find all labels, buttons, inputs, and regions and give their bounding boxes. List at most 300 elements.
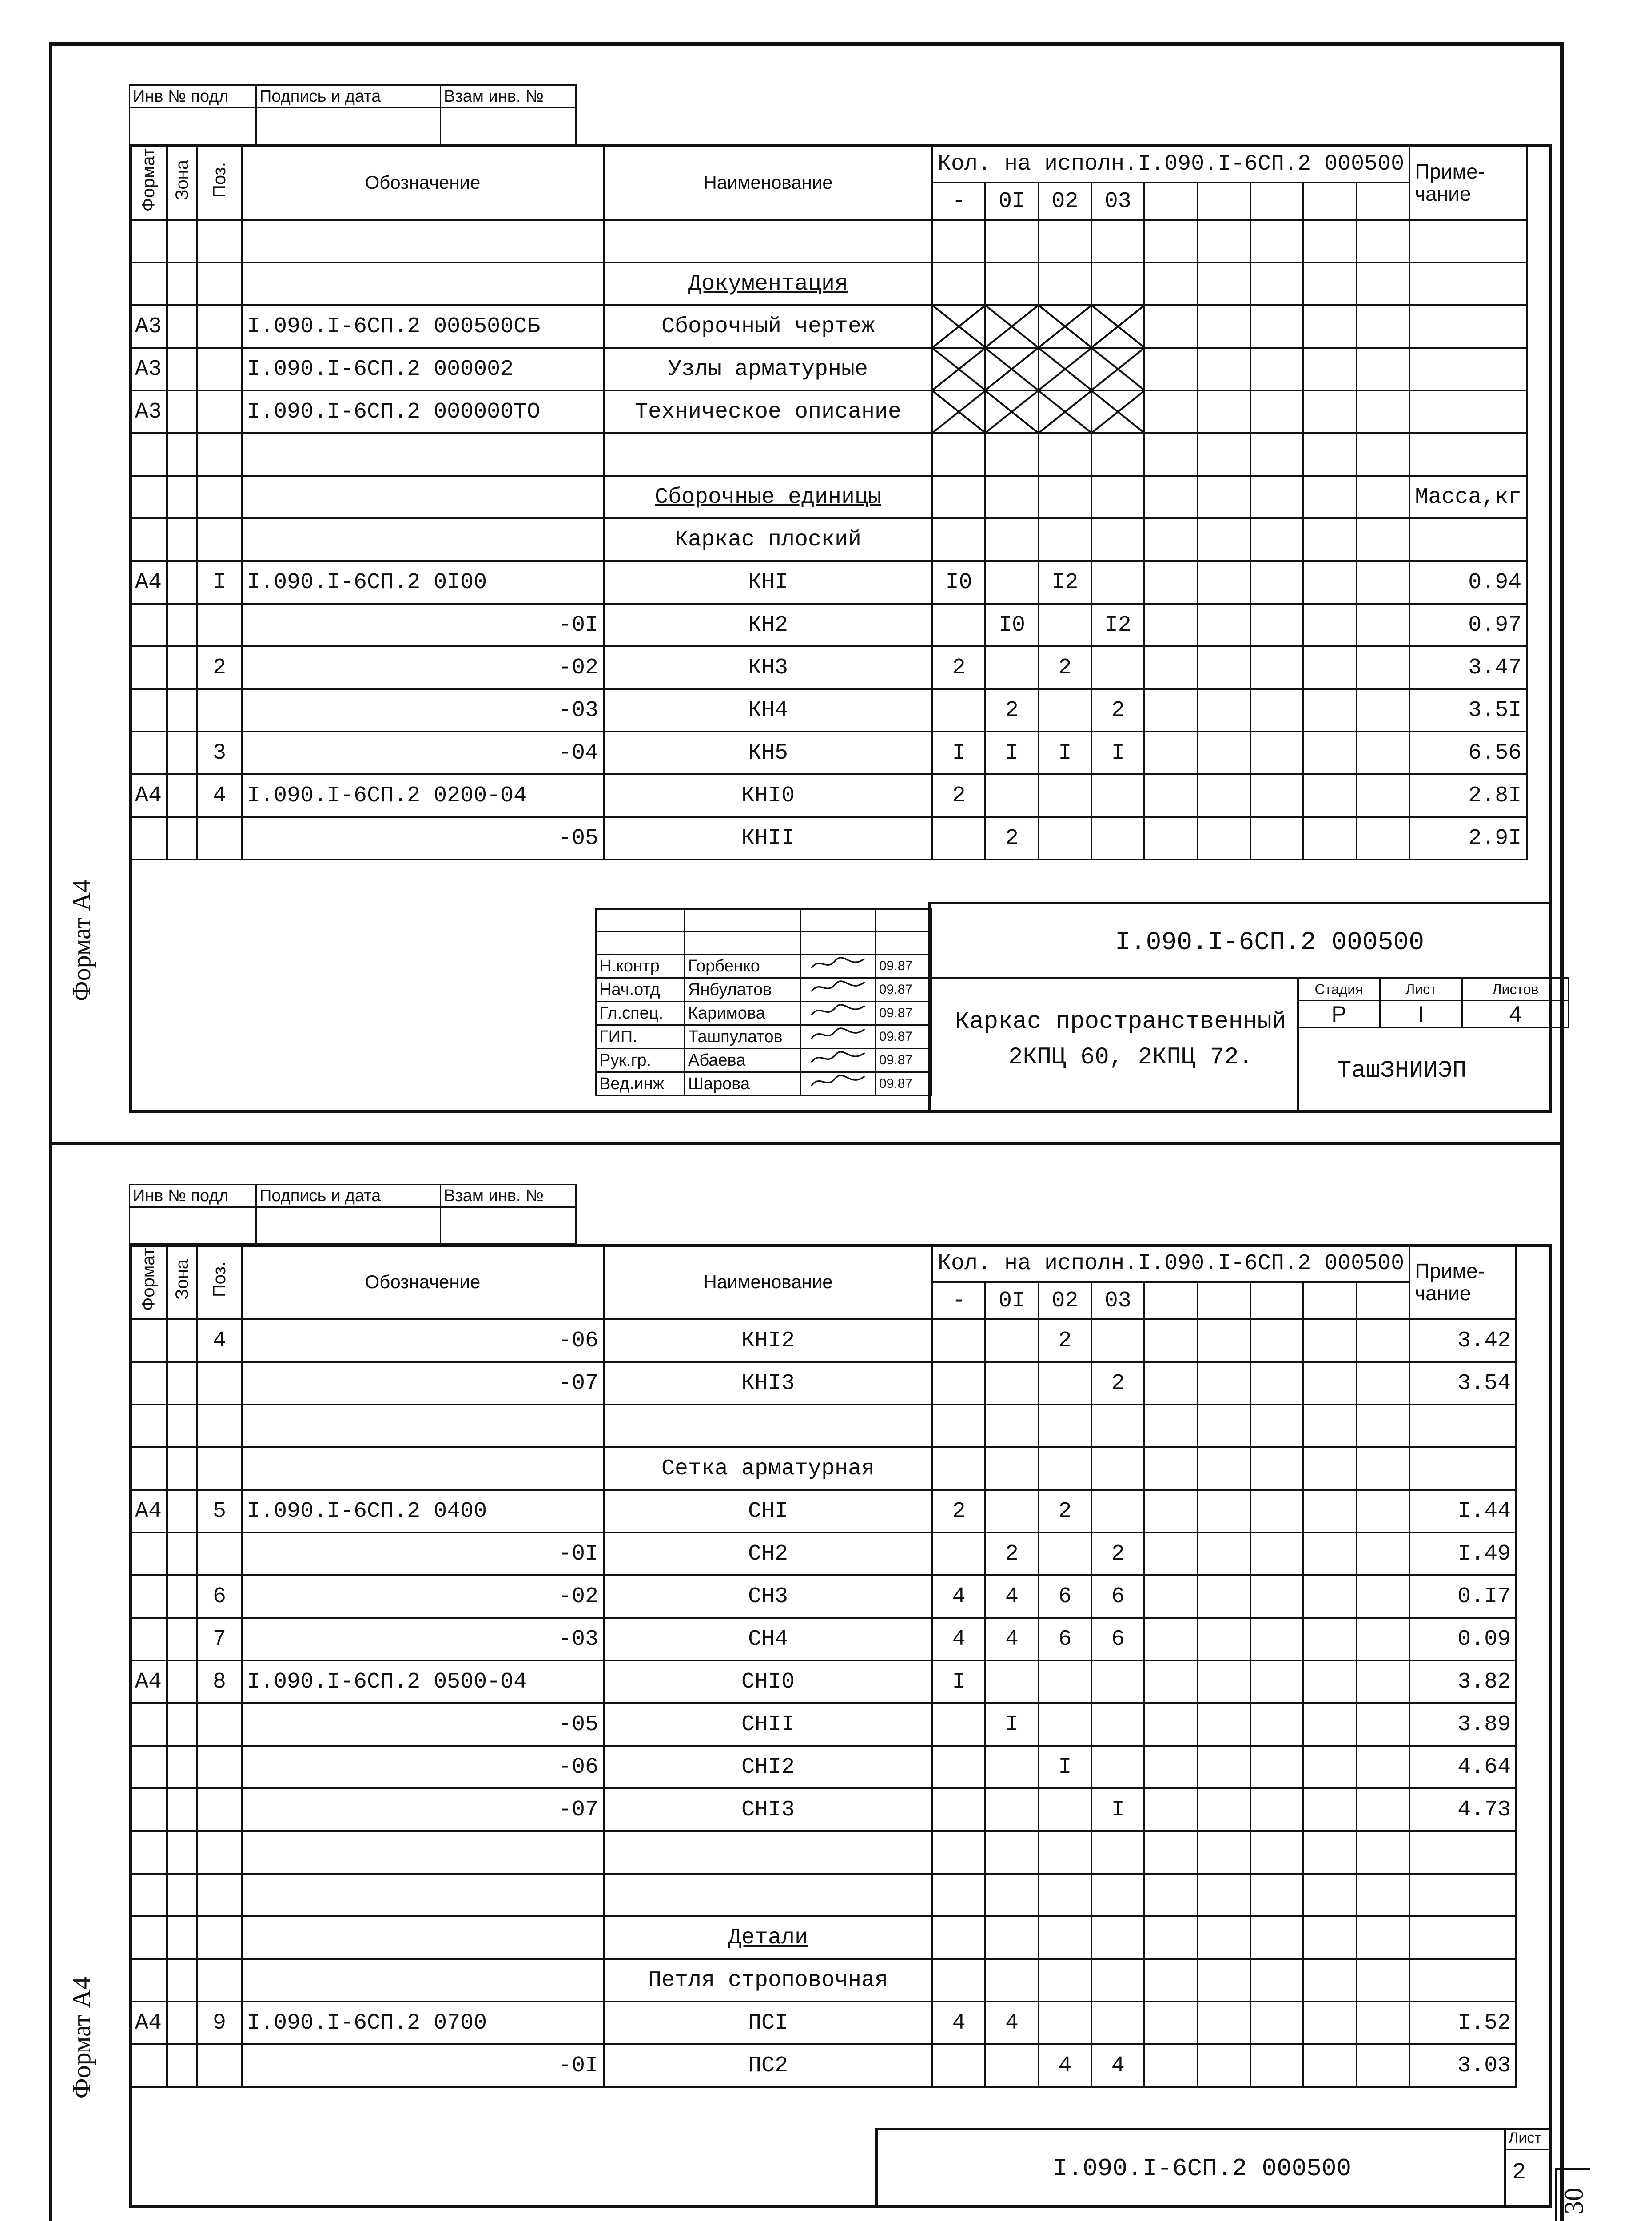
cell-zone	[167, 390, 197, 433]
table-row	[130, 817, 1527, 860]
cell-qty	[1303, 2044, 1356, 2087]
cell-designation: -04	[242, 732, 604, 774]
cell-qty	[1144, 1447, 1197, 1490]
signer-date: 09.87	[876, 978, 931, 1002]
cell-format: А3	[130, 305, 167, 348]
cell-qty	[1144, 604, 1197, 646]
cell-qty	[1357, 1874, 1409, 1916]
cell-qty	[1303, 518, 1356, 561]
s2-qty-col-5	[1198, 1282, 1250, 1319]
cell-qty	[1039, 348, 1091, 390]
cell-pos: 4	[197, 1319, 242, 1362]
table-row	[130, 305, 1527, 348]
cell-qty	[932, 2044, 985, 2087]
cell-qty	[1198, 1746, 1250, 1788]
sheets-value: 4	[1462, 1001, 1569, 1028]
cell-qty	[1357, 1831, 1409, 1874]
cell-qty	[1198, 1831, 1250, 1874]
cell-format	[130, 1916, 167, 1959]
cell-qty	[1039, 476, 1091, 518]
cell-format	[130, 1831, 167, 1874]
cell-qty: 2	[1039, 1319, 1091, 1362]
cell-qty	[1357, 1362, 1409, 1405]
cell-name: СНI0	[604, 1660, 932, 1703]
cell-note: 3.42	[1409, 1319, 1516, 1362]
cell-zone	[167, 476, 197, 518]
cell-zone	[167, 1319, 197, 1362]
cell-qty	[1250, 305, 1303, 348]
signer-date: 09.87	[876, 1049, 931, 1072]
table-row	[130, 1405, 1516, 1447]
signer-date: 09.87	[876, 1072, 931, 1096]
cell-qty	[1303, 1362, 1356, 1405]
cell-qty	[932, 689, 985, 732]
cell-pos	[197, 1746, 242, 1788]
cell-zone	[167, 1575, 197, 1618]
cell-qty	[1039, 774, 1091, 817]
table-row	[130, 1362, 1516, 1405]
signer-sig	[800, 1072, 876, 1096]
cell-pos: I	[197, 561, 242, 604]
cell-format	[130, 817, 167, 860]
sheet1-signatures	[595, 908, 932, 1096]
cell-qty	[1303, 646, 1356, 689]
cell-qty	[1303, 305, 1356, 348]
cell-qty	[1357, 1916, 1409, 1959]
cell-qty: 2	[1091, 1362, 1144, 1405]
replace-inv-label-2: Взам инв. №	[441, 1185, 576, 1207]
cell-qty	[1198, 1916, 1250, 1959]
cell-format	[130, 518, 167, 561]
signer-row	[596, 1072, 931, 1096]
cell-format	[130, 1703, 167, 1746]
cell-pos	[197, 476, 242, 518]
table-row	[130, 561, 1527, 604]
cell-qty	[1357, 518, 1409, 561]
cell-pos	[197, 348, 242, 390]
cell-qty	[1198, 689, 1250, 732]
sheet2-sheet-box	[1504, 2128, 1552, 2208]
sheet1-org: ТашЗНИИЭП	[1337, 1057, 1467, 1084]
col-zone: Зона	[167, 145, 197, 220]
signer-sig	[800, 955, 876, 978]
cell-qty	[932, 1703, 985, 1746]
cell-designation: -05	[242, 1703, 604, 1746]
cell-qty	[1039, 1916, 1091, 1959]
table-row	[130, 689, 1527, 732]
cell-qty: 4	[932, 1575, 985, 1618]
table-row	[130, 220, 1527, 263]
stage-value: Р	[1298, 1001, 1380, 1028]
cell-qty	[1039, 1660, 1091, 1703]
cell-note	[1409, 220, 1527, 263]
cell-format: А4	[130, 561, 167, 604]
cell-qty	[1250, 1447, 1303, 1490]
sheet2-header-strip	[129, 1184, 577, 1245]
cell-note: 0.97	[1409, 604, 1527, 646]
cell-qty	[1357, 732, 1409, 774]
signer-row	[596, 955, 931, 978]
cell-zone	[167, 1362, 197, 1405]
cell-qty	[1198, 1575, 1250, 1618]
table-row	[130, 1746, 1516, 1788]
cell-format: А4	[130, 1660, 167, 1703]
cell-designation: -07	[242, 1788, 604, 1831]
cell-qty	[1091, 1660, 1144, 1703]
cell-qty: I	[1091, 1788, 1144, 1831]
cell-designation	[242, 1405, 604, 1447]
cell-qty	[1303, 561, 1356, 604]
qty-group-header: Кол. на исполн.I.090.I-6СП.2 000500	[932, 145, 1409, 183]
table-row	[130, 263, 1527, 305]
col-name: Наименование	[604, 145, 932, 220]
cell-designation	[242, 433, 604, 476]
table-row	[130, 1532, 1516, 1575]
table-row	[130, 732, 1527, 774]
cell-name: КНI0	[604, 774, 932, 817]
cell-qty	[932, 390, 985, 433]
cell-format	[130, 1362, 167, 1405]
s1-qty-col-2: 02	[1039, 183, 1091, 220]
cell-pos	[197, 1405, 242, 1447]
cell-qty	[1357, 817, 1409, 860]
cell-note	[1409, 1447, 1516, 1490]
table-row	[130, 1618, 1516, 1660]
signer-role: Н.контр	[596, 955, 685, 978]
table-row	[130, 1703, 1516, 1746]
cell-pos	[197, 1874, 242, 1916]
cell-zone	[167, 689, 197, 732]
cell-note: 0.94	[1409, 561, 1527, 604]
table-row	[130, 1660, 1516, 1703]
s1-qty-col-1: 0I	[985, 183, 1038, 220]
cell-qty	[1144, 476, 1197, 518]
cell-format	[130, 263, 167, 305]
cell-qty	[1198, 604, 1250, 646]
cell-qty: 2	[1091, 1532, 1144, 1575]
col-zone-2: Зона	[167, 1245, 197, 1319]
cell-qty	[1091, 348, 1144, 390]
cell-zone	[167, 1788, 197, 1831]
cell-pos	[197, 305, 242, 348]
cell-qty	[1091, 1490, 1144, 1532]
cell-qty	[1198, 390, 1250, 433]
cell-note: 4.73	[1409, 1788, 1516, 1831]
cell-note: I.52	[1409, 2002, 1516, 2044]
cell-designation	[242, 1959, 604, 2002]
cell-pos: 5	[197, 1490, 242, 1532]
inv-no-label-2: Инв № подл	[130, 1185, 256, 1207]
qty-group-header-2: Кол. на исполн.I.090.I-6СП.2 000500	[932, 1245, 1409, 1282]
cell-format	[130, 1405, 167, 1447]
cell-designation: I.090.I-6СП.2 0400	[242, 1490, 604, 1532]
cell-qty	[1039, 604, 1091, 646]
cell-qty	[932, 476, 985, 518]
sheet2-table	[129, 1244, 1517, 2088]
s2-qty-col-1: 0I	[985, 1282, 1038, 1319]
cell-qty	[1144, 817, 1197, 860]
cell-qty	[932, 1788, 985, 1831]
cell-qty	[1303, 348, 1356, 390]
cell-note: 3.89	[1409, 1703, 1516, 1746]
cell-qty	[1039, 1405, 1091, 1447]
cell-qty	[1198, 476, 1250, 518]
cell-qty	[1039, 433, 1091, 476]
cell-designation: -03	[242, 689, 604, 732]
cell-note	[1409, 1916, 1516, 1959]
signer-sig	[800, 1049, 876, 1072]
cell-qty: 2	[1039, 1490, 1091, 1532]
cell-qty	[1091, 817, 1144, 860]
cell-qty	[932, 305, 985, 348]
cell-zone	[167, 774, 197, 817]
cell-designation: -05	[242, 817, 604, 860]
cell-format	[130, 1447, 167, 1490]
cell-qty	[1144, 1490, 1197, 1532]
table-row	[130, 518, 1527, 561]
table-row	[130, 1575, 1516, 1618]
cell-qty	[1250, 348, 1303, 390]
cell-qty	[1357, 646, 1409, 689]
signer-row	[596, 1002, 931, 1025]
cell-qty	[1091, 561, 1144, 604]
table-row	[130, 348, 1527, 390]
sheet1-header-strip	[129, 84, 577, 145]
cell-zone	[167, 1916, 197, 1959]
cell-qty	[932, 263, 985, 305]
cell-zone	[167, 433, 197, 476]
cell-qty	[1357, 1618, 1409, 1660]
cell-qty	[1091, 518, 1144, 561]
cell-qty	[1091, 1746, 1144, 1788]
cell-qty	[1144, 2002, 1197, 2044]
cell-qty	[1250, 263, 1303, 305]
cell-qty	[932, 1447, 985, 1490]
cell-qty	[1250, 1490, 1303, 1532]
cell-qty	[1091, 305, 1144, 348]
cell-pos: 4	[197, 774, 242, 817]
signer-name: Янбулатов	[685, 978, 800, 1002]
table-row	[130, 1490, 1516, 1532]
cell-qty	[932, 604, 985, 646]
cell-qty: I0	[985, 604, 1038, 646]
cell-name: КН3	[604, 646, 932, 689]
signer-sig	[800, 978, 876, 1002]
cell-name: ПСI	[604, 2002, 932, 2044]
cell-qty	[1250, 1618, 1303, 1660]
cell-pos	[197, 433, 242, 476]
cell-name: ПС2	[604, 2044, 932, 2087]
s2-qty-col-2: 02	[1039, 1282, 1091, 1319]
cell-designation: I.090.I-6СП.2 0200-04	[242, 774, 604, 817]
cell-zone	[167, 2044, 197, 2087]
cell-qty	[1357, 433, 1409, 476]
cell-zone	[167, 518, 197, 561]
cell-qty	[1357, 1575, 1409, 1618]
cell-qty	[1250, 1831, 1303, 1874]
cell-pos	[197, 390, 242, 433]
cell-qty	[1250, 1660, 1303, 1703]
cell-note	[1409, 263, 1527, 305]
col-designation-2: Обозначение	[242, 1245, 604, 1319]
s2-qty-col-3: 03	[1091, 1282, 1144, 1319]
cell-qty	[1250, 689, 1303, 732]
cell-zone	[167, 220, 197, 263]
cell-note: 6.56	[1409, 732, 1527, 774]
cell-name	[604, 1405, 932, 1447]
cell-pos: 9	[197, 2002, 242, 2044]
cell-name	[604, 433, 932, 476]
cell-qty	[1198, 2002, 1250, 2044]
sheet1-title-line1: Каркас пространственный	[955, 1008, 1286, 1035]
cell-qty	[1357, 774, 1409, 817]
cell-qty	[1144, 1660, 1197, 1703]
cell-note: 3.5I	[1409, 689, 1527, 732]
col-pos-2: Поз.	[197, 1245, 242, 1319]
sheet-value: I	[1380, 1001, 1462, 1028]
cell-qty	[1250, 518, 1303, 561]
cell-qty	[985, 1405, 1038, 1447]
cell-format	[130, 1618, 167, 1660]
cell-format	[130, 732, 167, 774]
cell-qty	[1303, 689, 1356, 732]
cell-qty	[1303, 732, 1356, 774]
cell-qty	[1357, 1405, 1409, 1447]
cell-pos	[197, 1959, 242, 2002]
cell-qty: I	[985, 1703, 1038, 1746]
cell-format: А3	[130, 390, 167, 433]
signer-row	[596, 1049, 931, 1072]
signer-sig	[800, 1002, 876, 1025]
s1-qty-col-0: -	[932, 183, 985, 220]
cell-pos	[197, 1916, 242, 1959]
sheet-label: Лист	[1380, 978, 1462, 1001]
page-number: 30	[1559, 2188, 1588, 2214]
s2-qty-col-0: -	[932, 1282, 985, 1319]
cell-qty	[1250, 1746, 1303, 1788]
cell-qty	[1039, 817, 1091, 860]
cell-qty	[1091, 774, 1144, 817]
cell-note	[1409, 433, 1527, 476]
cell-qty	[1250, 1362, 1303, 1405]
cell-name: Петля строповочная	[604, 1959, 932, 2002]
cell-designation	[242, 1874, 604, 1916]
cell-format: А4	[130, 774, 167, 817]
cell-note	[1409, 1874, 1516, 1916]
cell-qty: I2	[1039, 561, 1091, 604]
signer-role: Гл.спец.	[596, 1002, 685, 1025]
cell-qty	[1357, 561, 1409, 604]
cell-qty	[1144, 561, 1197, 604]
cell-note	[1409, 305, 1527, 348]
signer-name: Шарова	[685, 1072, 800, 1096]
sheet1-table	[129, 144, 1528, 860]
cell-qty	[932, 1916, 985, 1959]
cell-qty	[1144, 1916, 1197, 1959]
cell-note: 0.I7	[1409, 1575, 1516, 1618]
cell-qty	[1303, 817, 1356, 860]
cell-qty	[1250, 561, 1303, 604]
cell-designation: I.090.I-6СП.2 000500СБ	[242, 305, 604, 348]
cell-name: Сетка арматурная	[604, 1447, 932, 1490]
cell-qty: 6	[1039, 1575, 1091, 1618]
cell-qty	[1198, 1405, 1250, 1447]
cell-zone	[167, 646, 197, 689]
cell-zone	[167, 1831, 197, 1874]
cell-zone	[167, 561, 197, 604]
cell-qty	[1250, 1575, 1303, 1618]
cell-name	[604, 220, 932, 263]
cell-format	[130, 1575, 167, 1618]
cell-name: КН5	[604, 732, 932, 774]
cell-qty	[1357, 689, 1409, 732]
cell-format	[130, 1874, 167, 1916]
sheet2-doc-code: I.090.I-6СП.2 000500	[1053, 2154, 1352, 2183]
cell-qty	[1357, 263, 1409, 305]
cell-qty: 2	[985, 1532, 1038, 1575]
cell-qty	[1303, 1575, 1356, 1618]
cell-qty	[1303, 263, 1356, 305]
cell-qty	[1144, 1831, 1197, 1874]
cell-zone	[167, 1959, 197, 2002]
cell-qty	[985, 433, 1038, 476]
cell-qty	[985, 1746, 1038, 1788]
cell-designation: -02	[242, 1575, 604, 1618]
replace-inv-label: Взам инв. №	[441, 85, 576, 108]
sheets-label: Листов	[1462, 978, 1569, 1001]
cell-format	[130, 433, 167, 476]
table-row	[130, 1447, 1516, 1490]
cell-qty: 2	[985, 689, 1038, 732]
cell-qty	[1039, 1362, 1091, 1405]
cell-name: Каркас плоский	[604, 518, 932, 561]
cell-qty	[1303, 1447, 1356, 1490]
cell-qty	[1039, 1447, 1091, 1490]
cell-format	[130, 1746, 167, 1788]
cell-note: 3.82	[1409, 1660, 1516, 1703]
col-designation: Обозначение	[242, 145, 604, 220]
col-name-2: Наименование	[604, 1245, 932, 1319]
cell-format	[130, 220, 167, 263]
cell-qty	[1144, 2044, 1197, 2087]
cell-pos	[197, 263, 242, 305]
cell-pos: 7	[197, 1618, 242, 1660]
cell-qty	[1303, 1618, 1356, 1660]
cell-qty	[985, 1362, 1038, 1405]
cell-qty	[932, 348, 985, 390]
signer-sig	[800, 1025, 876, 1049]
table-row	[130, 1788, 1516, 1831]
cell-qty	[1091, 2002, 1144, 2044]
cell-qty	[1198, 1959, 1250, 2002]
cell-qty	[1303, 2002, 1356, 2044]
cell-qty	[1303, 390, 1356, 433]
cell-qty	[1144, 1319, 1197, 1362]
cell-name: КНII	[604, 817, 932, 860]
cell-name	[604, 1874, 932, 1916]
cell-qty	[1039, 1874, 1091, 1916]
cell-qty	[1303, 1319, 1356, 1362]
cell-note	[1409, 1959, 1516, 2002]
cell-format	[130, 604, 167, 646]
table-row	[130, 2002, 1516, 2044]
cell-qty	[985, 1447, 1038, 1490]
cell-qty	[985, 263, 1038, 305]
sign-date-label-2: Подпись и дата	[256, 1185, 441, 1207]
cell-qty	[1303, 1746, 1356, 1788]
cell-qty	[1039, 305, 1091, 348]
cell-qty	[1198, 646, 1250, 689]
